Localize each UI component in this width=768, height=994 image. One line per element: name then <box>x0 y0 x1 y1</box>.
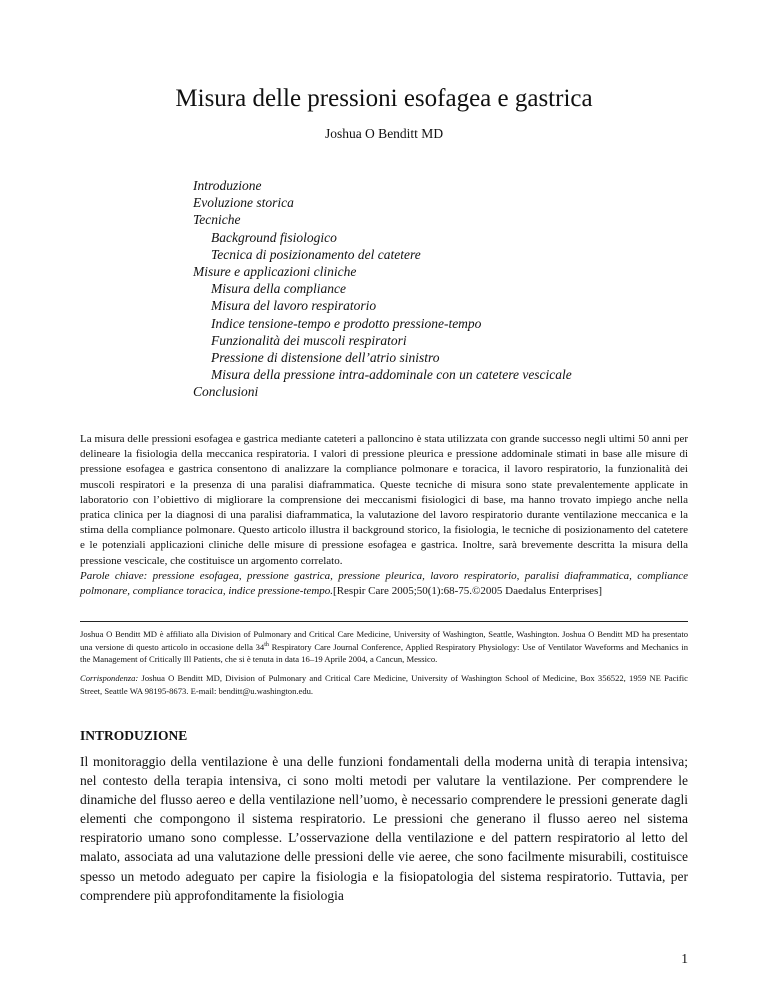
correspondence-text: Joshua O Benditt MD, Division of Pulmonary and Critical Care Medicine, University of Washington School of Medicine, Box 356522, 1959 NE Pacific Street, Seattle WA 98195-8673. E-mail: benditt@u.washington.edu. <box>80 673 688 696</box>
citation: [Respir Care 2005;50(1):68-75.©2005 Daedalus Enterprises] <box>333 585 602 598</box>
superscript-th: th <box>264 641 269 648</box>
body-paragraph: Il monitoraggio della ventilazione è una delle funzioni fondamentali della moderna unità di terapia intensiva; nel contesto della terapia intensiva, ci sono molti metodi per valutare la ventilazione. Per comprendere le dinamiche del flusso aereo e della ventilazione nell’uomo, è necessario comprendere le pressioni generate dagli elementi che compongono il sistema respiratorio. Le pressioni che generano il flusso aereo nel sistema respiratorio umano sono complesse. L’osservazione della ventilazione e del pattern respiratorio al letto del malato, associata ad una valutazione delle pressioni delle vie aeree, che sono facilmente misurabili, costituisce spesso un metodo adeguato per capire la fisiologia e la fisiopatologia del sistema respiratorio. Tuttavia, per comprendere più approfonditamente la fisiologia <box>80 754 688 903</box>
page-number: 1 <box>681 951 688 966</box>
paper-title: Misura delle pressioni esofagea e gastrica <box>175 85 593 112</box>
affiliation-note <box>80 628 688 666</box>
toc-item: Background fisiologico <box>211 229 337 245</box>
affiliation-text-cont: Respiratory Care Journal Conference, Applied Respiratory Physiology: Use of Ventilator Waveforms and Mechanics in the Management of Critically Ill Patients, che si è tenuta in data 16–19 Aprile 2004, a Cancun, Messico. <box>80 641 689 665</box>
divider-rule <box>80 621 688 622</box>
toc-item: Indice tensione-tempo e prodotto pressione-tempo <box>211 315 482 331</box>
table-of-contents <box>193 177 693 400</box>
toc-item: Misura del lavoro respiratorio <box>211 298 377 314</box>
toc-item: Misura della compliance <box>211 281 346 297</box>
toc-item: Evoluzione storica <box>193 195 294 211</box>
toc-item: Misure e applicazioni cliniche <box>193 263 357 279</box>
toc-item: Misura della pressione intra-addominale con un catetere vescicale <box>211 367 572 383</box>
abstract-keywords <box>80 569 688 599</box>
section-body <box>80 752 688 905</box>
author-name: Joshua O Benditt MD <box>324 126 444 141</box>
toc-item: Pressione di distensione dell’atrio sinistro <box>211 349 440 365</box>
abstract-text: La misura delle pressioni esofagea e gastrica mediante cateteri a palloncino è stata utilizzata con grande successo negli ultimi 50 anni per delineare la fisiologia della meccanica respiratoria. I valori di pressione pleurica e pressione addominale stimati in base alle misure di pressione esofagea e gastrica consentono di analizzare la compliance polmonare e toracica, il lavoro respiratorio, la funzionalità dei muscoli respiratori e la presenza di una paralisi diaframmatica. Queste tecniche di misura sono state prevalentemente applicate in laboratorio con l’obiettivo di migliorare la comprensione dei meccanismi fisiologici di base, ma hanno trovato impiego anche nella pratica clinica per la diagnosi di una paralisi diaframmatica, la valutazione del lavoro respiratorio durante ventilazione meccanica e la stima della compliance polmonare. Questo articolo illustra il background storico, la fisiologia, le tecniche di posizionamento del catetere e le potenziali applicazioni cliniche delle misure di pressione esofagea e gastrica. Inoltre, sarà brevemente descritta la misura della pressione vescicale, che costituisce un argomento correlato. <box>80 433 688 567</box>
affiliation-text: Joshua O Benditt MD è affiliato alla Division of Pulmonary and Critical Care Medicine, University of Washington, Seattle, Washington. Joshua O Benditt MD ha presentato una versione di questo articolo in occasione della 34 <box>80 629 688 652</box>
correspondence-note <box>80 672 688 697</box>
correspondence-label: Corrispondenza: <box>80 673 139 683</box>
toc-item: Tecniche <box>193 212 241 228</box>
toc-item: Tecnica di posizionamento del catetere <box>211 246 421 262</box>
section-heading: INTRODUZIONE <box>80 728 188 743</box>
toc-item: Introduzione <box>193 178 262 193</box>
abstract <box>80 432 688 599</box>
toc-item: Conclusioni <box>193 384 259 400</box>
toc-item: Funzionalità dei muscoli respiratori <box>211 332 407 348</box>
keywords: Parole chiave: pressione esofagea, pressione gastrica, pressione pleurica, lavoro respiratorio, paralisi diaframmatica, compliance polmonare, compliance toracica, indice pressione-tempo. <box>80 569 688 598</box>
